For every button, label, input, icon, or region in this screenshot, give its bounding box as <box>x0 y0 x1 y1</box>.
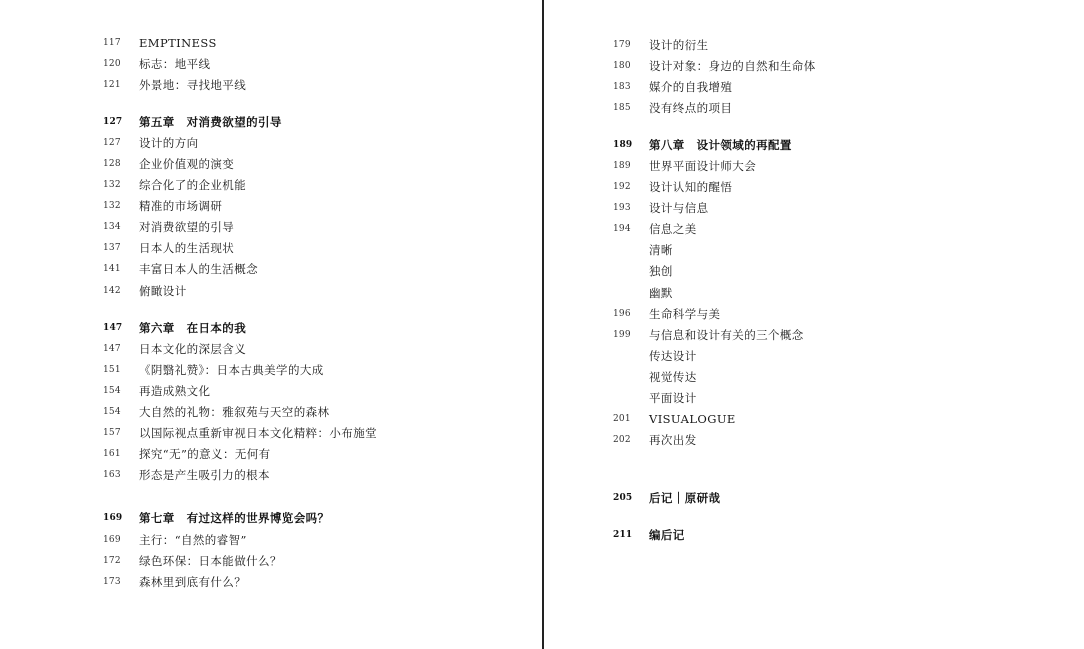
entry-title: 《阴翳礼赞》：日本古典美学的大成 <box>139 362 324 377</box>
chapter-title: 第七章 有过这样的世界博览会吗？ <box>139 511 330 526</box>
toc-entry <box>613 97 816 118</box>
entry-title: 再次出发 <box>649 433 697 448</box>
entry-title: 设计与信息 <box>649 201 709 216</box>
toc-entry <box>613 177 816 198</box>
entry-title: 世界平面设计师大会 <box>649 159 757 174</box>
toc-entry <box>613 303 816 324</box>
entry-title: 设计对象：身边的自然和生命体 <box>649 58 816 73</box>
chapter-title: 第八章 设计领域的再配置 <box>649 137 792 152</box>
page-number: 157 <box>103 428 121 439</box>
page-number: 137 <box>103 243 121 254</box>
entry-title: 媒介的自我增殖 <box>649 79 733 94</box>
table-of-contents-left <box>103 32 377 592</box>
toc-entry <box>103 359 377 380</box>
page-number: 205 <box>613 493 633 504</box>
entry-title: 俯瞰设计 <box>139 283 187 298</box>
toc-entry <box>103 338 377 359</box>
page-number: 128 <box>103 159 121 170</box>
page-number: 147 <box>103 322 123 333</box>
page-number: 141 <box>103 264 121 275</box>
entry-title: 与信息和设计有关的三个概念 <box>649 327 804 342</box>
page-number: 189 <box>613 161 631 172</box>
chapter-title: 第六章 在日本的我 <box>139 320 247 335</box>
entry-title: 再造成熟文化 <box>139 383 211 398</box>
toc-entry <box>103 217 377 238</box>
entry-title: 独创 <box>649 264 673 279</box>
page-number: 169 <box>103 534 121 545</box>
toc-entry <box>613 198 816 219</box>
toc-entry <box>103 444 377 465</box>
toc-entry <box>103 259 377 280</box>
page-number: 201 <box>613 414 631 425</box>
entry-title: 日本人的生活现状 <box>139 241 235 256</box>
toc-subentry <box>613 240 816 261</box>
entry-title: 信息之美 <box>649 222 697 237</box>
page-number: 147 <box>103 343 121 354</box>
entry-title: 森林里到底有什么？ <box>139 574 247 589</box>
page-number: 196 <box>613 308 631 319</box>
entry-title: 生命科学与美 <box>649 306 721 321</box>
page-number: 194 <box>613 224 631 235</box>
entry-title: 幽默 <box>649 285 673 300</box>
page-number: 199 <box>613 329 631 340</box>
toc-entry <box>103 280 377 301</box>
page-number: 132 <box>103 201 121 212</box>
page-number: 127 <box>103 116 123 127</box>
page-number: 202 <box>613 435 631 446</box>
toc-chapter-heading <box>613 488 816 509</box>
toc-chapter-heading <box>103 111 377 132</box>
toc-subentry <box>613 261 816 282</box>
entry-title: 主行：“自然的睿智” <box>139 532 247 547</box>
page-number: 134 <box>103 222 121 233</box>
entry-title: 企业价值观的演变 <box>139 157 235 172</box>
toc-entry <box>103 53 377 74</box>
page-number: 169 <box>103 513 123 524</box>
page-number: 142 <box>103 285 121 296</box>
toc-entry <box>103 132 377 153</box>
toc-entry <box>613 34 816 55</box>
entry-title: 标志：地平线 <box>139 56 211 71</box>
page-number: 154 <box>103 385 121 396</box>
page-number: 180 <box>613 60 631 71</box>
entry-title: 探究“无”的意义：无何有 <box>139 447 271 462</box>
page-number: 185 <box>613 102 631 113</box>
toc-entry <box>613 324 816 345</box>
entry-title: VISUALOGUE <box>649 412 736 427</box>
chapter-title: 第五章 对消费欲望的引导 <box>139 114 282 129</box>
toc-entry <box>613 76 816 97</box>
toc-chapter-heading <box>613 134 816 155</box>
entry-title: EMPTINESS <box>139 35 217 50</box>
toc-entry <box>103 465 377 486</box>
right-page <box>546 0 1084 649</box>
toc-entry <box>103 529 377 550</box>
page-number: 117 <box>103 37 121 48</box>
toc-entry <box>613 155 816 176</box>
toc-entry <box>103 423 377 444</box>
entry-title: 绿色环保：日本能做什么？ <box>139 553 282 568</box>
toc-entry <box>613 219 816 240</box>
page-number: 161 <box>103 449 121 460</box>
page-number: 172 <box>103 555 121 566</box>
toc-chapter-heading <box>103 508 377 529</box>
toc-chapter-heading <box>613 525 816 546</box>
entry-title: 设计的衍生 <box>649 37 709 52</box>
entry-title: 视觉传达 <box>649 369 697 384</box>
page-number: 163 <box>103 470 121 481</box>
page-number: 132 <box>103 180 121 191</box>
entry-title: 以国际视点重新审视日本文化精粹：小布施堂 <box>139 426 377 441</box>
page-number: 121 <box>103 79 121 90</box>
toc-subentry <box>613 282 816 303</box>
entry-title: 对消费欲望的引导 <box>139 220 235 235</box>
entry-title: 日本文化的深层含义 <box>139 341 247 356</box>
page-number: 151 <box>103 364 121 375</box>
chapter-title: 编后记 <box>649 528 685 543</box>
page-number: 189 <box>613 139 633 150</box>
toc-entry <box>103 571 377 592</box>
toc-entry <box>613 55 816 76</box>
entry-title: 精准的市场调研 <box>139 199 223 214</box>
entry-title: 没有终点的项目 <box>649 100 733 115</box>
chapter-title: 后记｜原研哉 <box>649 491 721 506</box>
toc-entry <box>103 380 377 401</box>
entry-title: 传达设计 <box>649 348 697 363</box>
toc-entry <box>103 550 377 571</box>
page-number: 127 <box>103 137 121 148</box>
entry-title: 清晰 <box>649 243 673 258</box>
entry-title: 综合化了的企业机能 <box>139 178 247 193</box>
entry-title: 平面设计 <box>649 391 697 406</box>
entry-title: 丰富日本人的生活概念 <box>139 262 258 277</box>
toc-subentry <box>613 345 816 366</box>
toc-entry <box>103 32 377 53</box>
toc-subentry <box>613 388 816 409</box>
toc-entry <box>103 238 377 259</box>
page-number: 193 <box>613 203 631 214</box>
toc-subentry <box>613 366 816 387</box>
entry-title: 大自然的礼物：雅叙苑与天空的森林 <box>139 405 330 420</box>
toc-entry <box>613 409 816 430</box>
page-number: 120 <box>103 58 121 69</box>
table-of-contents-right <box>613 34 816 546</box>
entry-title: 设计认知的醒悟 <box>649 180 733 195</box>
toc-entry <box>103 153 377 174</box>
page-number: 211 <box>613 530 633 541</box>
entry-title: 设计的方向 <box>139 135 199 150</box>
page-gutter-divider <box>542 0 544 649</box>
toc-chapter-heading <box>103 317 377 338</box>
toc-entry <box>103 74 377 95</box>
page-number: 183 <box>613 81 631 92</box>
entry-title: 外景地：寻找地平线 <box>139 77 247 92</box>
page-number: 179 <box>613 39 631 50</box>
toc-entry <box>103 402 377 423</box>
page-number: 154 <box>103 407 121 418</box>
toc-entry <box>103 175 377 196</box>
entry-title: 形态是产生吸引力的根本 <box>139 468 270 483</box>
toc-entry <box>613 430 816 451</box>
toc-entry <box>103 196 377 217</box>
page-number: 173 <box>103 576 121 587</box>
page-number: 192 <box>613 182 631 193</box>
